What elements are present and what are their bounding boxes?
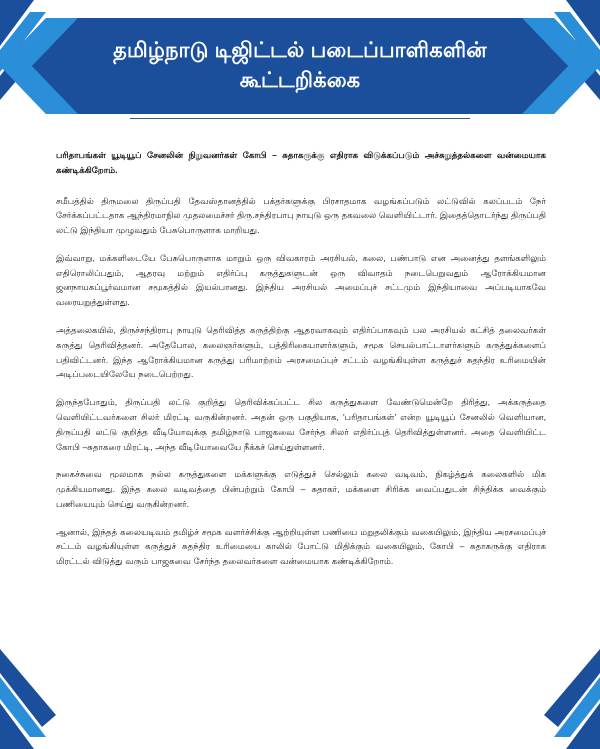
paragraph-2: இவ்வாறு, மக்களிடையே பேசுபொருளாக மாறும் ஒரு விவகாரம் அரசியல், கலை, பண்பாடு என அனைத்து தளங்களிலும் எதிரொலிப்பதும், ஆதரவு மற்றும் எதிர்ப்பு கருத்துகளுடன் ஒரு விவாதம் நடைபெறுவதும் ஆரோக்கியமான ஜனநாயகப்பூர்வமான சமூகத்தில் இயல்பானது. இந்திய அரசியல் அமைப்புச் சட்டமும் இந்தியாவை அப்படியாகவே வரையறுத்துள்ளது. — [56, 252, 546, 308]
paragraph-1: சமீபத்தில் திருமலை திருப்பதி தேவஸ்தானத்தில் பக்தர்களுக்கு பிரசாதமாக வழங்கப்படும் லட்டுவில் கலப்படம் நேர் சேர்க்கப்பட்டதாக ஆந்திரமாநில முதலமைச்சர் திரு.சந்திரபாபு நாயுடு ஒரு தகவலை வெளியிட்டார். இதைத்தொடர்ந்து திருப்பதி லட்டு இந்தியா முழுவதும் பேசுபொருளாக மாறியது. — [56, 195, 546, 236]
corner-decoration-bottom-left — [0, 629, 70, 749]
header-title-block — [0, 18, 600, 114]
page-title-line-1: தமிழ்நாடு டிஜிட்டல் படைப்பாளிகளின் — [113, 38, 487, 62]
paragraph-lead: பரிதாபங்கள் யூடியூப் சேனலின் நிறுவனர்கள் கோபி – சுதாகருக்கு எதிராக விடுக்கப்படும் அச்சுறுத்தல்களை வன்மையாக கண்டிக்கிறோம். — [56, 150, 546, 175]
paragraph-3: அத்தலைகயில், திருச்சந்திராபு நாயுடு தெரிவித்த கருத்திற்கு ஆதரவாகவும் எதிர்ப்பாகவும் பல அரசியல் கட்சித் தலைவர்கள் கருத்து தெரிவித்தனர். அதேபோல, கலைஞர்களும், பத்திரிகையாளர்களும், சமூக செயல்பாட்டாளர்களும் கருத்துக்களைப் பதிவிட்டனர். இந்த ஆரோக்கியமான கருத்து பரிமாற்றம் அரசமைப்புச் சட்டம் வழங்கியுள்ள கருத்துச் சுதந்திர உரிமையின் அடிப்படையிலேயே நடைபெற்றது. — [56, 325, 546, 380]
document-body — [56, 148, 546, 582]
corner-decoration-bottom-right — [530, 629, 600, 749]
title-divider — [130, 118, 470, 119]
paragraph-5: நகைச்சுவை மூலமாக நல்ல கருத்துகளை மக்களுக்கு எடுத்துச் செல்லும் கலை வடிவம், நிகழ்த்துக் கலைகளில் மிக முக்கியமானது. இந்த கலை வடிவத்தை பின்பற்றும் கோபி – சுதாகர், மக்களை சிரிக்க வைப்பதுடன் சிந்திக்க வைக்கும் பணியையும் செய்து வருகின்றனர். — [56, 469, 546, 509]
header-banner — [0, 18, 600, 114]
paragraph-4: இருந்தபோதும், திருப்பதி லட்டு குறித்து தெரிவிக்கப்பட்ட சில கருத்துகளை வேண்டுமென்றே திரித்து, அக்கருத்தை வெளியிட்டவர்களை சிலர் மிரட்டி வருகின்றனர். அதன் ஒரு பகுதியாக, 'பரிதாபங்கள்' என்ற யூடியூப் சேனலில் வெளியான, திருப்பதி லட்டு குறித்த வீடியோவுக்கு தமிழ்நாடு பாஜகவை சேர்ந்த சிலர் எதிர்ப்புத் தெரிவித்துள்ளனர். அதை வெளியிட்ட கோபி –சுதாகரை மிரட்டி, அந்த வீடியோவையே நீக்கச் செய்துள்ளனர். — [56, 397, 546, 452]
paragraph-6: ஆனால், இந்தத் கலையடிவம் தமிழ்ச் சமூக வளர்ச்சிக்கு ஆற்றியுள்ள பணியை மறுதலிக்கும் வகையிலும், இந்திய அரசமைப்புச் சட்டம் வழங்கியுள்ள கருத்துச் சுதந்திர உரிமையை காலில் போட்டு மிதிக்கும் வகையிலும், கோபி – சுதாகருக்கு எதிராக மிரட்டல் விடுத்து வரும் பாஜகவை சேர்ந்த தலைவர்களை வன்மையாக கண்டிக்கிறோம். — [56, 526, 546, 567]
page-title-line-2: கூட்டறிக்கை — [239, 69, 361, 92]
